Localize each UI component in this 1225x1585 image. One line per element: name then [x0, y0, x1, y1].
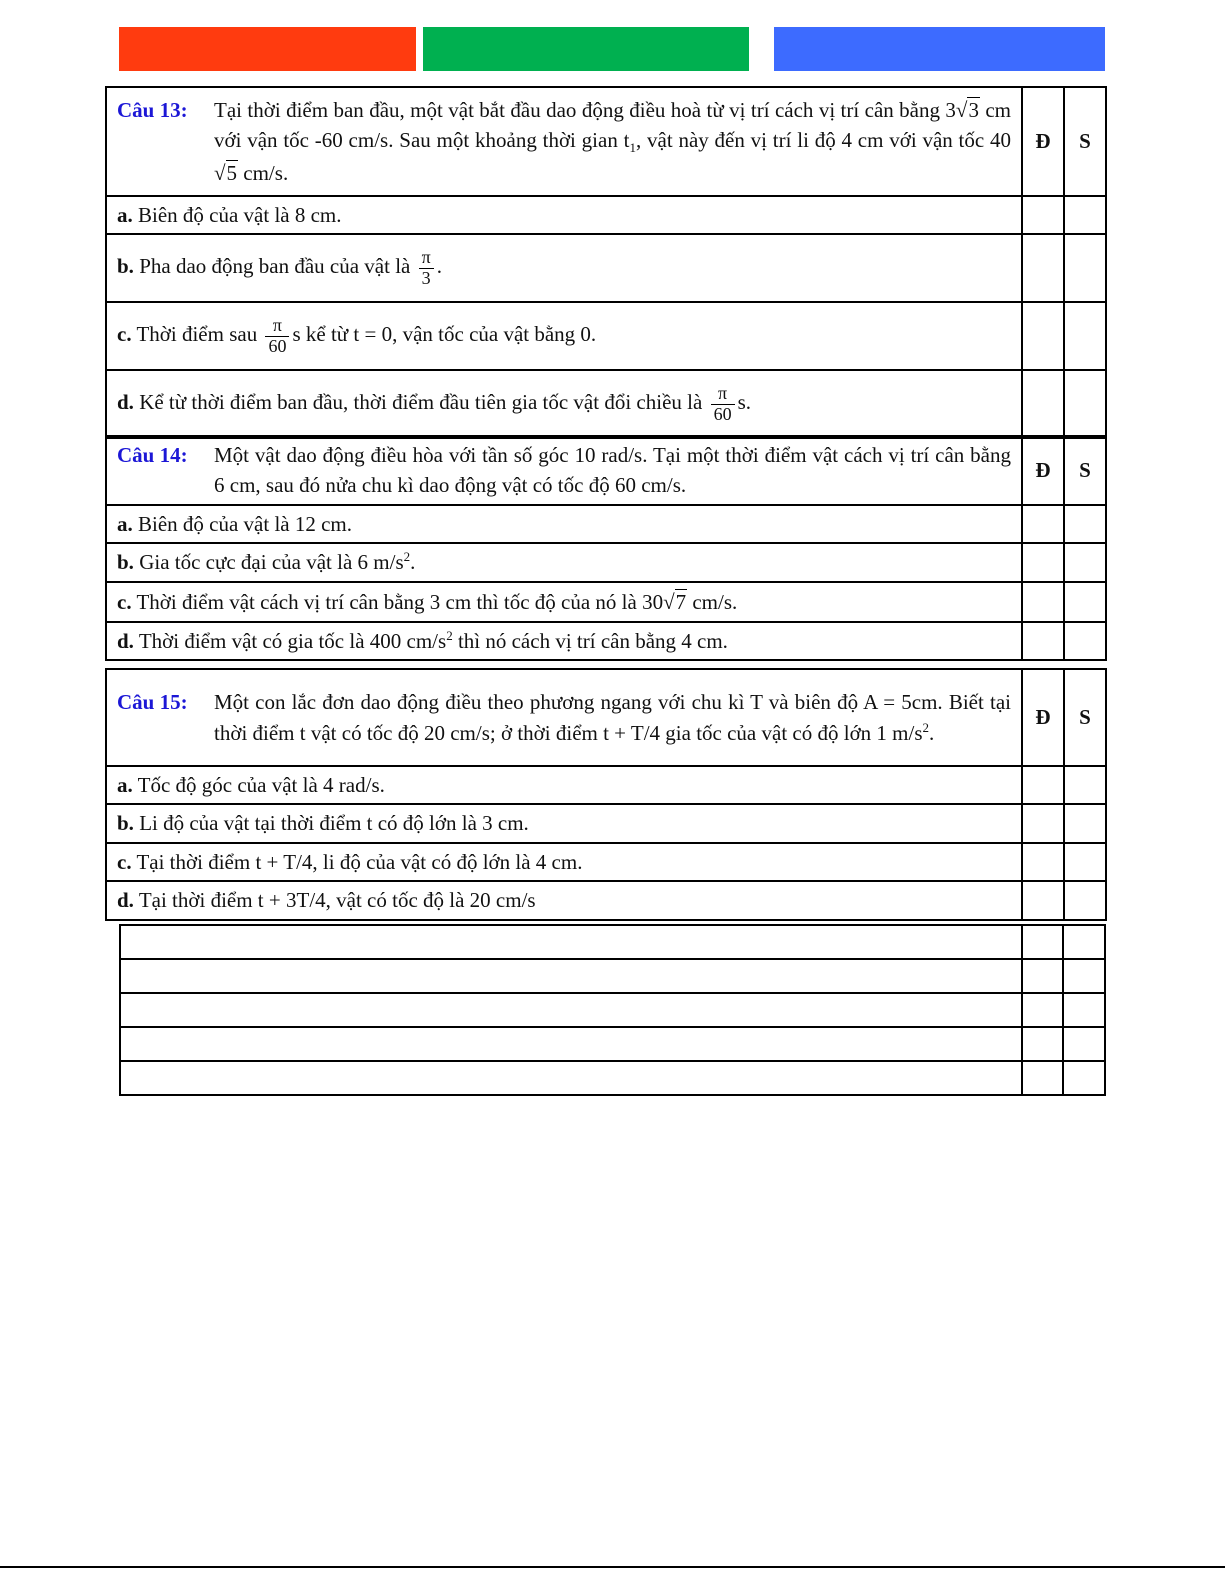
sqrt-expression: √3: [955, 97, 979, 122]
sqrt-expression: √5: [214, 161, 238, 186]
question-15-stem: [106, 669, 1022, 766]
answer-true-cell[interactable]: [1022, 804, 1064, 842]
answer-false-cell[interactable]: [1064, 196, 1106, 234]
option-b: b. Li độ của vật tại thời điểm t có độ lớn là 3 cm.: [106, 804, 1022, 842]
question-15-table: [105, 668, 1107, 921]
question-text: Tại thời điểm ban đầu, một vật bắt đầu dao động điều hoà từ vị trí cách vị trí cân bằng 3√3 cm với vận tốc -60 cm/s. Sau một khoảng thời gian $t_1$, vật này đến vị trí li độ 4 cm với vận tốc 40√5 cm/s.: [214, 95, 1011, 189]
option-d: d. Thời điểm vật có gia tốc là 400 $cm/s^2$ thì nó cách vị trí cân bằng 4 cm.: [106, 622, 1022, 660]
answer-false-cell[interactable]: [1063, 925, 1105, 959]
option-b: b. Gia tốc cực đại của vật là 6 $m/s^2$.: [106, 543, 1022, 581]
fraction: $\frac{\pi}{60}$: [265, 316, 289, 357]
fraction: $\frac{\pi}{3}$: [419, 248, 434, 289]
page-bottom-rule: [0, 1566, 1225, 1568]
answer-false-cell[interactable]: [1064, 543, 1106, 581]
question-label: Câu 14:: [117, 443, 188, 467]
true-column-header: Đ: [1022, 87, 1064, 196]
option-a: a. Tốc độ góc của vật là 4 rad/s.: [106, 766, 1022, 804]
empty-cell: [120, 959, 1022, 993]
option-b: b. Pha dao động ban đầu của vật là $\frac{\pi}{3}$ .: [106, 234, 1022, 302]
answer-true-cell[interactable]: [1022, 234, 1064, 302]
option-d: d. Kể từ thời điểm ban đầu, thời điểm đầu tiên gia tốc vật đổi chiều là $\frac{\pi}{60}$ s.: [106, 370, 1022, 438]
answer-true-cell[interactable]: [1022, 302, 1064, 370]
answer-true-cell[interactable]: [1022, 1061, 1063, 1095]
empty-answer-table: [119, 924, 1106, 1096]
empty-cell: [120, 993, 1022, 1027]
answer-true-cell[interactable]: [1022, 543, 1064, 581]
true-column-header: Đ: [1022, 669, 1064, 766]
option-d: d. Tại thời điểm t + 3T/4, vật có tốc độ là 20 cm/s: [106, 881, 1022, 919]
answer-true-cell[interactable]: [1022, 370, 1064, 438]
answer-false-cell[interactable]: [1064, 302, 1106, 370]
answer-false-cell[interactable]: [1064, 881, 1106, 919]
option-c: c. Thời điểm vật cách vị trí cân bằng 3 cm thì tốc độ của nó là 30√7 cm/s.: [106, 582, 1022, 622]
answer-true-cell[interactable]: [1022, 959, 1063, 993]
option-a: a. Biên độ của vật là 8 cm.: [106, 196, 1022, 234]
false-column-header: S: [1064, 669, 1106, 766]
answer-false-cell[interactable]: [1063, 959, 1105, 993]
true-column-header: Đ: [1022, 436, 1064, 505]
false-column-header: S: [1064, 87, 1106, 196]
question-label: Câu 15:: [117, 690, 188, 715]
question-14-stem: [106, 436, 1022, 505]
empty-cell: [120, 1027, 1022, 1061]
sqrt-expression: √7: [663, 589, 687, 614]
answer-true-cell[interactable]: [1022, 843, 1064, 881]
answer-false-cell[interactable]: [1064, 843, 1106, 881]
option-a: a. Biên độ của vật là 12 cm.: [106, 505, 1022, 543]
empty-cell: [120, 925, 1022, 959]
answer-true-cell[interactable]: [1022, 505, 1064, 543]
header-bar-green: [423, 27, 749, 71]
answer-false-cell[interactable]: [1064, 766, 1106, 804]
answer-false-cell[interactable]: [1063, 1027, 1105, 1061]
question-13-stem: [106, 87, 1022, 196]
option-c: c. Tại thời điểm t + T/4, li độ của vật có độ lớn là 4 cm.: [106, 843, 1022, 881]
answer-false-cell[interactable]: [1064, 622, 1106, 660]
answer-false-cell[interactable]: [1063, 993, 1105, 1027]
header-bar-blue: [774, 27, 1105, 71]
fraction: $\frac{\pi}{60}$: [711, 384, 735, 425]
answer-true-cell[interactable]: [1022, 1027, 1063, 1061]
answer-true-cell[interactable]: [1022, 925, 1063, 959]
answer-true-cell[interactable]: [1022, 582, 1064, 622]
question-label: Câu 13:: [117, 97, 188, 122]
answer-false-cell[interactable]: [1064, 370, 1106, 438]
answer-false-cell[interactable]: [1064, 234, 1106, 302]
answer-false-cell[interactable]: [1064, 505, 1106, 543]
answer-true-cell[interactable]: [1022, 622, 1064, 660]
header-bar-red: [119, 27, 416, 71]
answer-false-cell[interactable]: [1064, 582, 1106, 622]
answer-false-cell[interactable]: [1064, 804, 1106, 842]
question-14-table: [105, 435, 1107, 661]
answer-true-cell[interactable]: [1022, 993, 1063, 1027]
answer-true-cell[interactable]: [1022, 766, 1064, 804]
answer-false-cell[interactable]: [1063, 1061, 1105, 1095]
false-column-header: S: [1064, 436, 1106, 505]
question-13-table: [105, 86, 1107, 439]
empty-cell: [120, 1061, 1022, 1095]
question-text: Một vật dao động điều hòa với tần số góc 10 rad/s. Tại một thời điểm vật cách vị trí cân bằng 6 cm, sau đó nửa chu kì dao động vật có tốc độ 60 cm/s.: [214, 443, 1011, 498]
answer-true-cell[interactable]: [1022, 196, 1064, 234]
option-c: c. Thời điểm sau $\frac{\pi}{60}$ s kể từ t = 0, vận tốc của vật bằng 0.: [106, 302, 1022, 370]
question-text: Một con lắc đơn dao động điều theo phương ngang với chu kì T và biên độ A = 5cm. Biết tại thời điểm t vật có tốc độ 20 cm/s; ở thời điểm t + T/4 gia tốc của vật có độ lớn 1 $m/s^2$.: [214, 690, 1011, 745]
answer-true-cell[interactable]: [1022, 881, 1064, 919]
